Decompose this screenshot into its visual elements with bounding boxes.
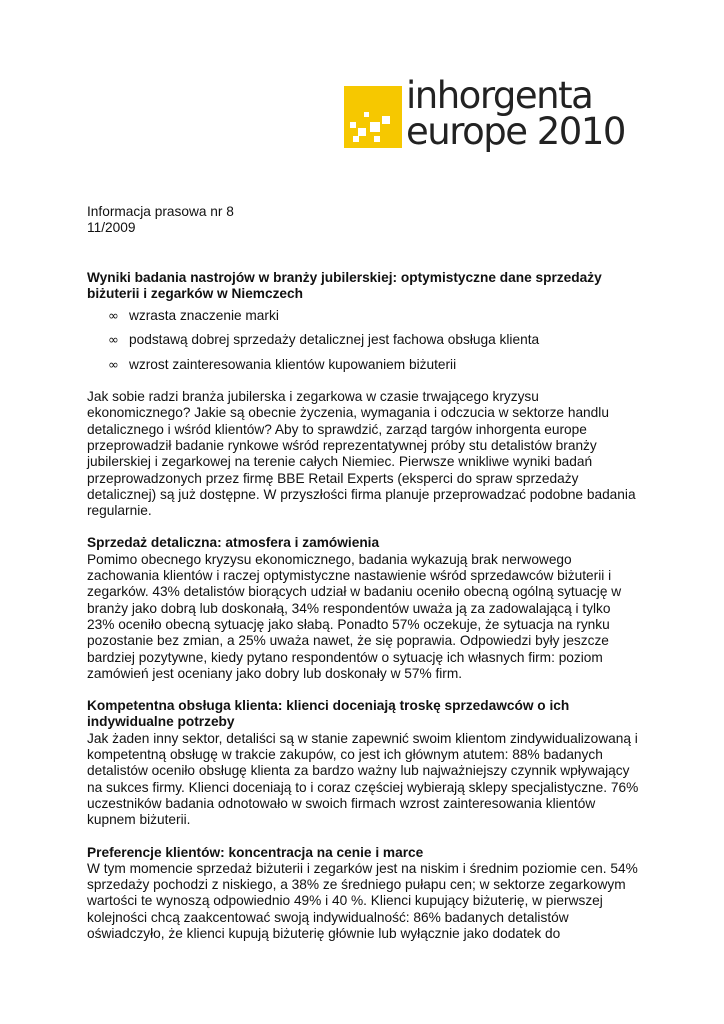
logo-wordmark: [406, 74, 625, 153]
bullet-text: wzrost zainteresowania klientów kupowaniem biżuterii: [129, 356, 457, 372]
section-body-retail: Pomimo obecnego kryzysu ekonomicznego, badania wykazują brak nerwowego zachowania klientów i raczej optymistyczne nastawienie wśród sprzedawców biżuterii i zegarków. 43% detalistów biorących udział w badaniu oceniło obecną ogólną sytuację w branży jako dobrą lub doskonałą, 34% respondentów uważa ją za zadowalającą i tylko 23% oceniło obecną sytuację jako słabą. Ponadto 57% oczekuje, że sytuacja na rynku pozostanie bez zmian, a 25% uważa nawet, że się poprawia. Odpowiedzi były jeszcze bardziej pozytywne, kiedy pytano respondentów o sytuację ich własnych firm: poziom zamówień jest oceniany jako dobry lub doskonały w 57% firm.: [87, 551, 622, 681]
logo-year: 2010: [536, 110, 625, 153]
key-points-list: [108, 308, 639, 374]
logo-yellow-mark-icon: [344, 86, 402, 148]
section-title-preferences: Preferencje klientów: koncentracja na cenie i marce: [87, 844, 424, 860]
press-info-date: 11/2009: [87, 220, 136, 236]
section-title-retail: Sprzedaż detaliczna: atmosfera i zamówienia: [87, 535, 380, 551]
intro-paragraph: Jak sobie radzi branża jubilerska i zegarkowa w czasie trwającego kryzysu ekonomicznego? Jakie są obecnie życzenia, wymagania i odczucia w sektorze handlu detalicznego i wśród klientów? Aby to sprawdzić, zarząd targów inhorgenta europe przeprowadził badanie rynkowe wśród reprezentatywnej próby stu detalistów branży jubilerskiej i zegarkowej na terenie całych Niemiec. Pierwsze wnikliwe wyniki badań przeprowadzonych przez firmę BBE Retail Experts (eksperci do spraw sprzedaży detalicznej) są już dostępne. W przyszłości firma planuje przeprowadzać podobne badania regularnie.: [87, 389, 636, 519]
infinity-bullet-icon: ∞: [108, 309, 119, 325]
list-item: [108, 308, 639, 325]
section-title-service: Kompetentna obsługa klienta: klienci doceniają troskę sprzedawców o ich indywidualne potrzeby: [87, 698, 570, 730]
logo-line-1: inhorgenta: [406, 74, 593, 117]
press-release-body: [87, 204, 639, 942]
section-body-service: Jak żaden inny sektor, detaliści są w stanie zapewnić swoim klientom zindywidualizowaną i kompetentną obsługę w trakcie zakupów, co jest ich głównym atutem: 88% badanych detalistów oceniło obsługę klienta za bardzo ważny lub najważniejszy czynnik wpływający na sukces firmy. Klienci doceniają to i coraz częściej wybierają sklepy specjalistyczne. 76% uczestników badania odnotowało w swoich firmach wzrost zainteresowania klientów kupnem biżuterii.: [87, 730, 639, 828]
infinity-bullet-icon: ∞: [108, 333, 119, 349]
press-info: [87, 204, 639, 237]
logo-line-2: [406, 110, 625, 153]
list-item: [108, 357, 639, 374]
bullet-text: podstawą dobrej sprzedaży detalicznej jest fachowa obsługa klienta: [129, 332, 540, 348]
bullet-text: wzrasta znaczenie marki: [129, 308, 279, 324]
inhorgenta-logo: [344, 74, 625, 154]
logo-line-2-prefix: europe: [406, 110, 527, 153]
list-item: [108, 332, 639, 349]
section-body-preferences: W tym momencie sprzedaż biżuterii i zegarków jest na niskim i średnim poziomie cen. 54% sprzedaży pochodzi z niskiego, a 38% ze średniego pułapu cen; w sektorze zegarkowym wartości te wynoszą odpowiednio 49% i 40 %. Klienci kupujący biżuterię, w pierwszej kolejności chcą zaakcentować swoją indywidualność: 86% badanych detalistów oświadczyło, że klienci kupują biżuterię głównie lub wyłącznie jako dodatek do: [87, 860, 638, 941]
infinity-bullet-icon: ∞: [108, 357, 119, 373]
press-info-label: Informacja prasowa nr 8: [87, 204, 234, 219]
headline: Wyniki badania nastrojów w branży jubilerskiej: optymistyczne dane sprzedaży biżuterii i zegarków w Niemczech: [87, 269, 602, 301]
